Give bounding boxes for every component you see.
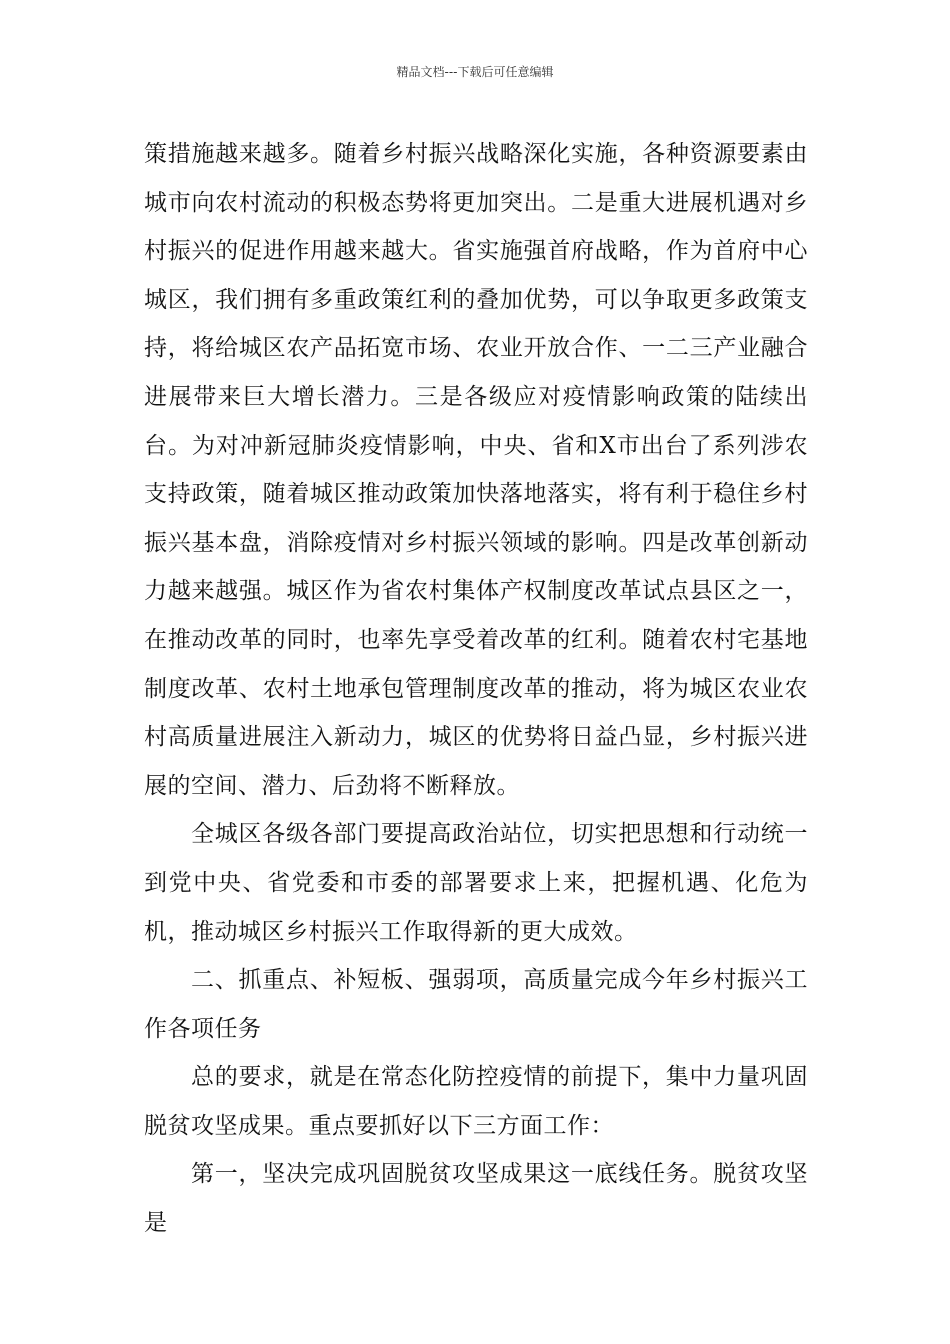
document-body <box>144 130 808 1248</box>
paragraph: 第一，坚决完成巩固脱贫攻坚成果这一底线任务。脱贫攻坚是 <box>144 1161 808 1237</box>
paragraph: 全城区各级各部门要提高政治站位，切实把思想和行动统一到党中央、省党委和市委的部署要求上来，把握机遇、化危为机，推动城区乡村振兴工作取得新的更大成效。 <box>144 821 808 945</box>
section-heading: 二、抓重点、补短板、强弱项，高质量完成今年乡村振兴工作各项任务 <box>144 967 808 1042</box>
paragraph: 总的要求，就是在常态化防控疫情的前提下，集中力量巩固脱贫攻坚成果。重点要抓好以下三方面工作： <box>144 1064 808 1139</box>
paragraph-continuation: 策措施越来越多。随着乡村振兴战略深化实施，各种资源要素由城市向农村流动的积极态势将更加突出。二是重大进展机遇对乡村振兴的促进作用越来越大。省实施强首府战略，作为首府中心城区，我们拥有多重政策红利的叠加优势，可以争取更多政策支持，将给城区农产品拓宽市场、农业开放合作、一二三产业融合进展带来巨大增长潜力。三是各级应对疫情影响政策的陆续出台。为对冲新冠肺炎疫情影响，中央、省和X市出台了系列涉农支持政策，随着城区推动政策加快落地落实，将有利于稳住乡村振兴基本盘，消除疫情对乡村振兴领域的影响。四是改革创新动力越来越强。城区作为省农村集体产权制度改革试点县区之一，在推动改革的同时，也率先享受着改革的红利。随着农村宅基地制度改革、农村土地承包管理制度改革的推动，将为城区农业农村高质量进展注入新动力，城区的优势将日益凸显，乡村振兴进展的空间、潜力、后劲将不断释放。 <box>144 141 808 799</box>
page-header: 精品文档---下载后可任意编辑 <box>396 65 554 79</box>
